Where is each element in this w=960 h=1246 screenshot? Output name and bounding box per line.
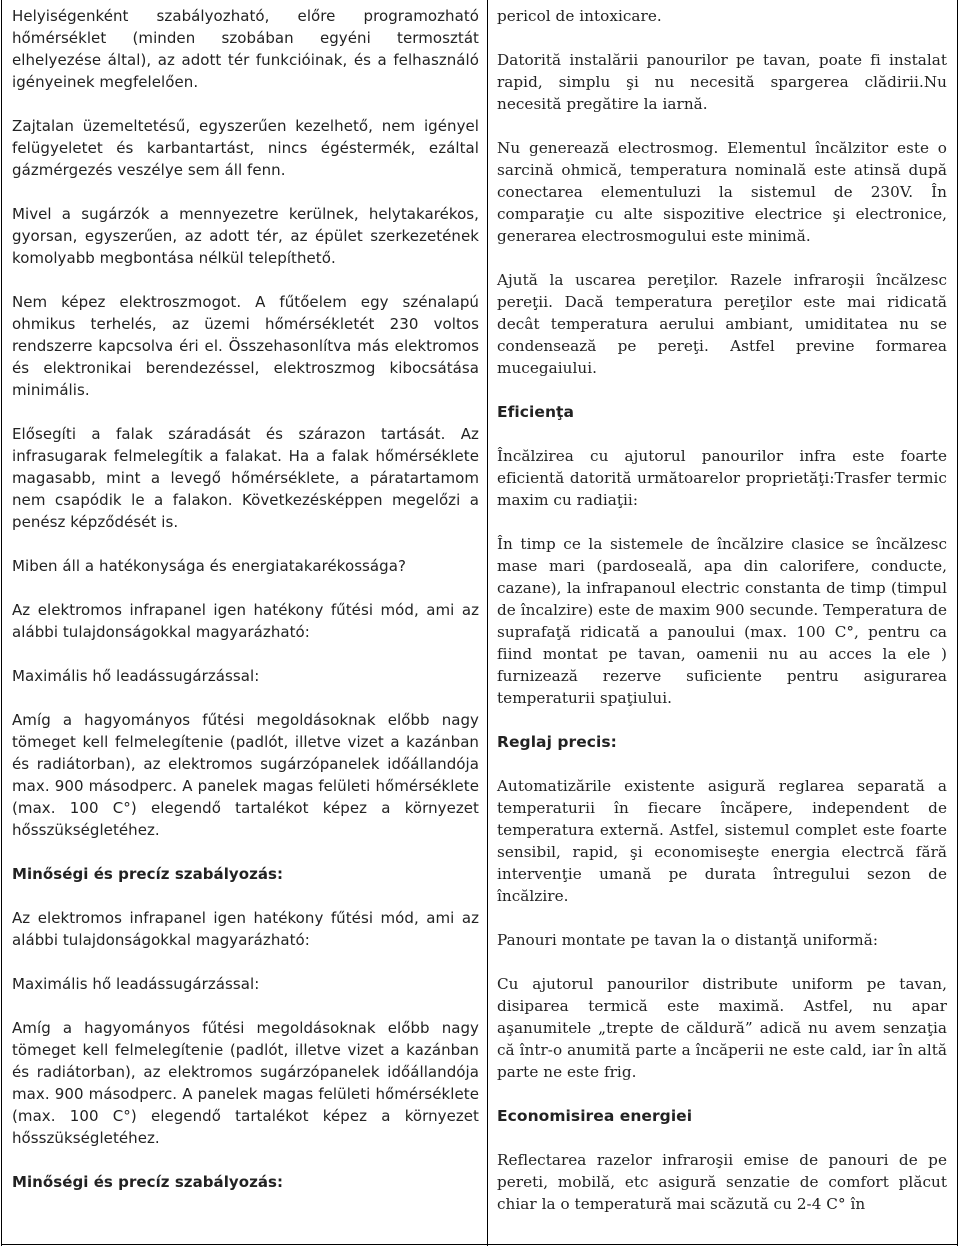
section-heading: Economisirea energiei (497, 1107, 693, 1125)
section-question: Miben áll a hatékonysága és energiatakarékossága? (12, 557, 406, 575)
paragraph: Az elektromos infrapanel igen hatékony fűtési mód, ami az alábbi tulajdonságokkal magyarázható: (12, 601, 479, 641)
table-border-bottom (1, 1244, 958, 1245)
paragraph: Amíg a hagyományos fűtési megoldásoknak előbb nagy tömeget kell felmelegítenie (padlót, illetve vizet a kazánban és radiátorban), az elektromos sugárzópanelek időállandója max. 900 másodperc. A panelek magas felületi hőmérséklete (max. 100 C°) elegendő tartalékot képez a környezet hősszükségletéhez. (12, 711, 479, 839)
paragraph: Datorită instalării panourilor pe tavan, poate fi instalat rapid, simplu şi nu necesită spargerea clădirii.Nu necesită pregătire la iarnă. (497, 51, 947, 113)
subheading: Maximális hő leadássugárzással: (12, 975, 260, 993)
section-heading: Minőségi és precíz szabályozás: (12, 1173, 284, 1191)
paragraph: Reflectarea razelor infraroşii emise de panouri de pe pereti, mobilă, etc asigură senzatie de comfort plăcut chiar la o temperatură mai scăzută cu 2-4 C° în (497, 1151, 947, 1213)
table-column-divider (487, 0, 488, 1246)
paragraph: În timp ce la sistemele de încălzire clasice se încălzesc mase mari (pardoseală, apa din calorifere, conducte, cazane), la infrapanoul electric constanta de timp (timpul de încalzire) este de maxim 900 secunde. Temperatura de suprafaţă ridicată a panoului (max. 100 C°, pentru ca fiind montat pe tavan, oamenii nu au acces la ele ) furnizează rezerve suficiente pentru asigurarea temperaturii spaţiului. (497, 535, 947, 707)
section-heading: Reglaj precis: (497, 733, 617, 751)
paragraph: pericol de intoxicare. (497, 7, 662, 25)
paragraph: Amíg a hagyományos fűtési megoldásoknak előbb nagy tömeget kell felmelegítenie (padlót, illetve vizet a kazánban és radiátorban), az elektromos sugárzópanelek időállandója max. 900 másodperc. A panelek magas felületi hőmérséklete (max. 100 C°) elegendő tartalékot képez a környezet hősszükségletéhez. (12, 1019, 479, 1147)
paragraph: Cu ajutorul panourilor distribute uniform pe tavan, disiparea termică este maximă. Astfel, nu apar aşanumitele „trepte de căldură” adică nu avem senzaţia că într-o anumită parte a încăperii ne este cald, iar în altă parte ne este frig. (497, 975, 947, 1081)
paragraph: Az elektromos infrapanel igen hatékony fűtési mód, ami az alábbi tulajdonságokkal magyarázható: (12, 909, 479, 949)
paragraph: Zajtalan üzemeltetésű, egyszerűen kezelhető, nem igényel felügyeletet és karbantartást, nincs égéstermék, ezáltal gázmérgezés veszélye sem áll fenn. (12, 117, 479, 179)
table-border-left (1, 0, 2, 1246)
subheading: Maximális hő leadássugárzással: (12, 667, 260, 685)
left-column-hungarian (12, 5, 479, 1193)
section-heading: Minőségi és precíz szabályozás: (12, 865, 284, 883)
section-heading: Eficienţa (497, 403, 575, 421)
paragraph: Ajută la uscarea pereţilor. Razele infraroşii încălzesc pereţii. Dacă temperatura pereţilor este mai ridicată decât temperatura aerului ambiant, umiditatea nu se condensează pe pereţi. Astfel previne formarea mucegaiului. (497, 271, 947, 377)
paragraph: Nu generează electrosmog. Elementul încălzitor este o sarcină ohmică, temperatura nominală este atinsă după conectarea elementuluzi la sistemul de 230V. În comparaţie cu alte sispozitive electrice şi electronice, generarea electrosmogului este minimă. (497, 139, 947, 245)
paragraph: Elősegíti a falak száradását és szárazon tartását. Az infrasugarak felmelegítik a falakat. Ha a falak hőmérséklete magasabb, mint a levegő hőmérséklete, a páratartamom nem csapódik le a falakon. Következésképpen megelőzi a penész képződését is. (12, 425, 479, 531)
table-border-right (957, 0, 958, 1246)
paragraph: Încălzirea cu ajutorul panourilor infra este foarte eficientă datorită următoarelor proprietăţi:Trasfer termic maxim cu radiaţii: (497, 447, 947, 509)
paragraph: Helyiségenként szabályozható, előre programozható hőmérséklet (minden szobában egyéni termosztát elhelyezése által), az adott tér funkcióinak, és a felhasználó igényeinek megfelelően. (12, 7, 479, 91)
paragraph: Automatizările existente asigură reglarea separată a temperaturii în fiecare încăpere, independent de temperatura externă. Astfel, sistemul complet este foarte sensibil, rapid, şi economiseşte energia electrcă fără intervenţie umană pe durata întregului sezon de încălzire. (497, 777, 947, 905)
right-column-romanian (497, 5, 947, 1215)
paragraph: Nem képez elektroszmogot. A fűtőelem egy szénalapú ohmikus terhelés, az üzemi hőmérsékletét 230 voltos rendszerre kapcsolva éri el. Összehasonlítva más elektromos és elektronikai berendezéssel, elektroszmog kibocsátása minimális. (12, 293, 479, 399)
subheading: Panouri montate pe tavan la o distanţă uniformă: (497, 931, 879, 949)
paragraph: Mivel a sugárzók a mennyezetre kerülnek, helytakarékos, gyorsan, egyszerűen, az adott tér, az épület szerkezetének komolyabb megbontása nélkül telepíthető. (12, 205, 479, 267)
